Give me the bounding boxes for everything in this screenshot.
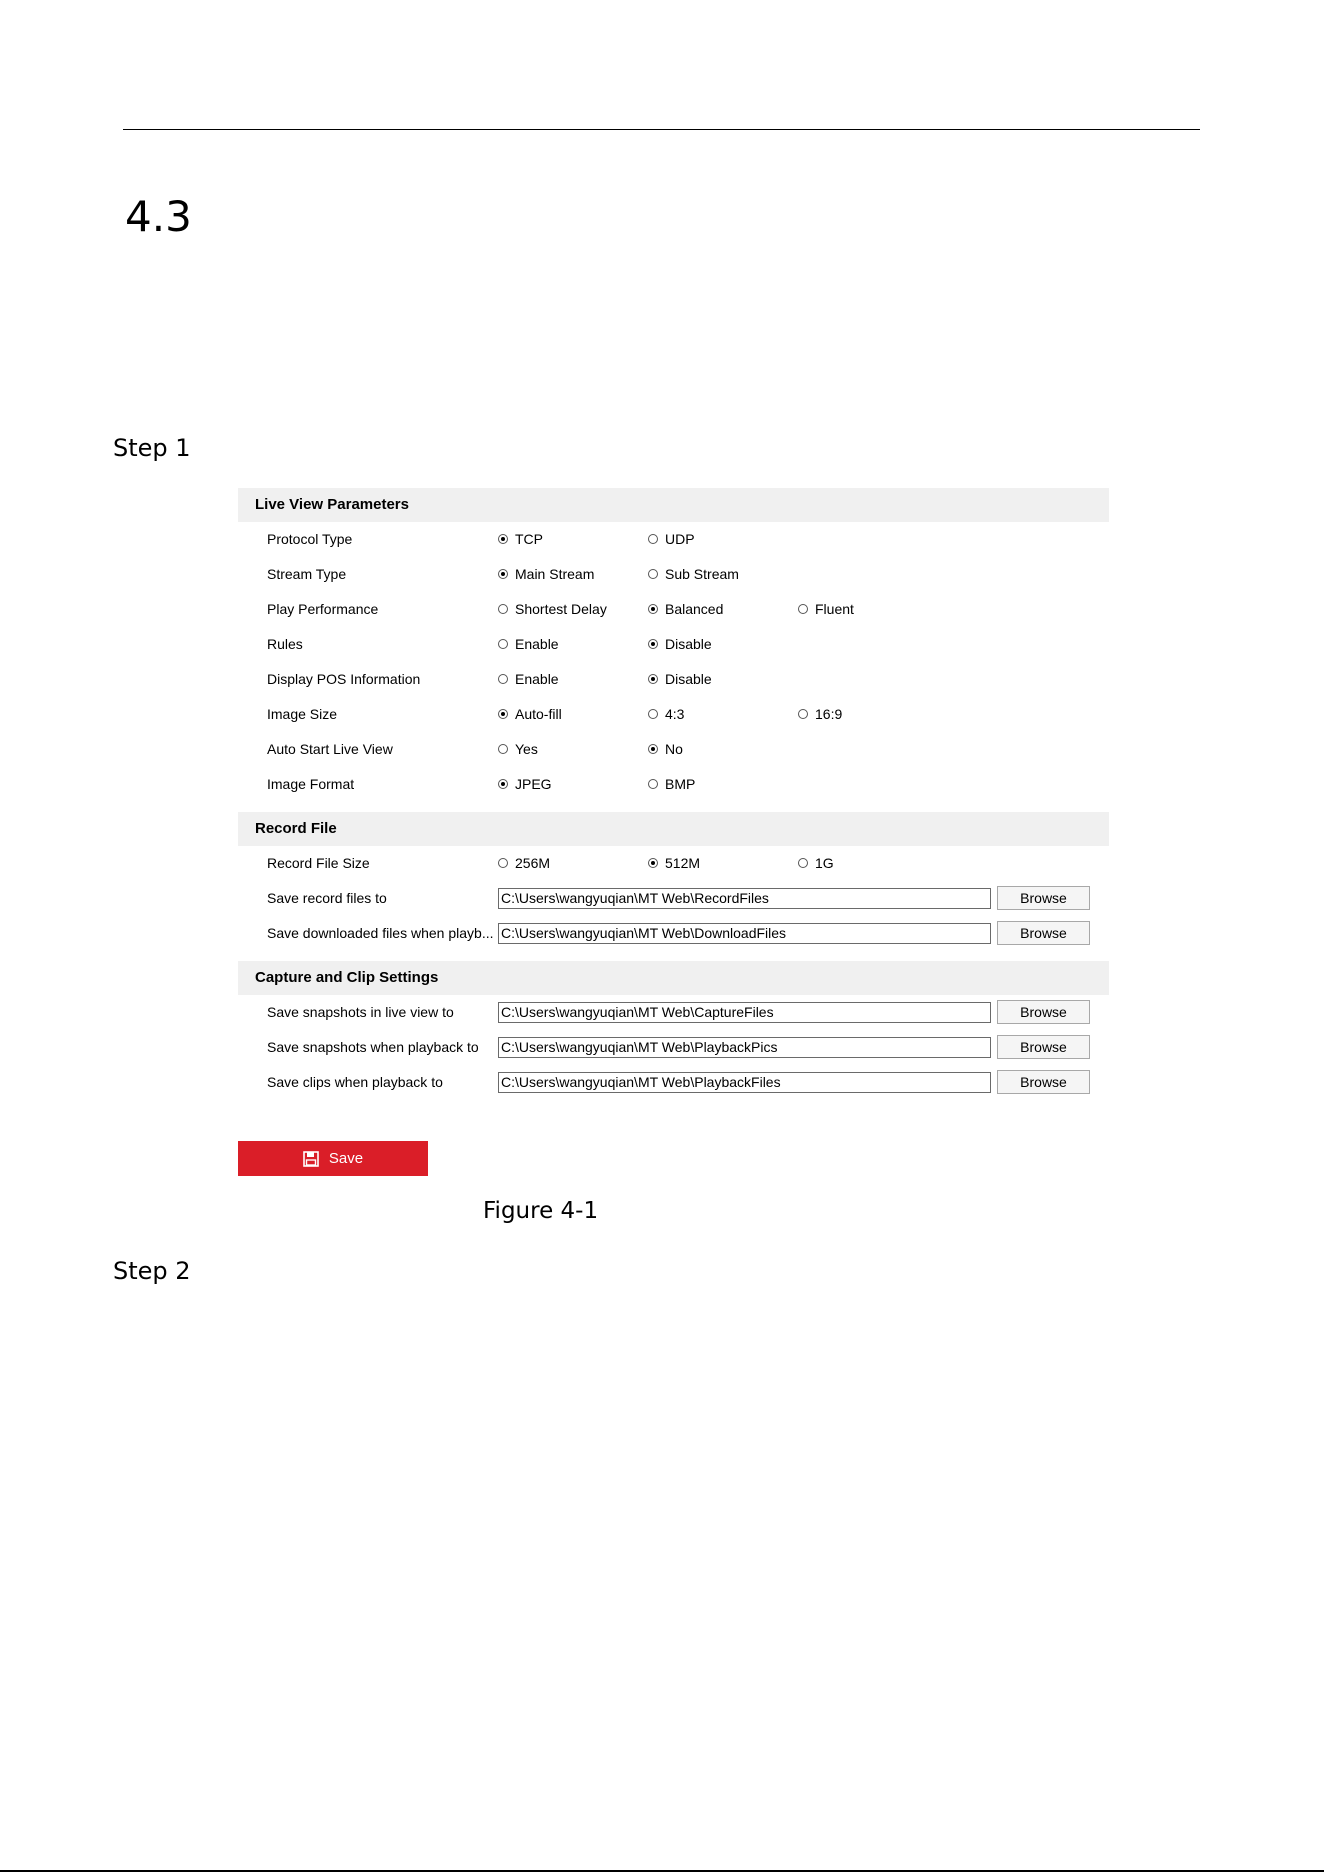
radio-fluent[interactable]: Fluent [798,601,854,617]
radio-16-9[interactable]: 16:9 [798,706,842,722]
radio-selected-icon [648,858,658,868]
radio-sub-stream[interactable]: Sub Stream [648,566,739,582]
row-play-performance [238,592,1109,627]
section-header-live-view: Live View Parameters [238,488,1109,522]
row-label: Save record files to [267,890,387,906]
radio-256m[interactable]: 256M [498,855,550,871]
save-button[interactable] [238,1141,428,1176]
browse-button[interactable]: Browse [997,1070,1090,1094]
radio-1g[interactable]: 1G [798,855,834,871]
figure-caption: Figure 4-1 [483,1198,599,1224]
row-label: Protocol Type [267,531,353,547]
radio-jpeg[interactable]: JPEG [498,776,552,792]
browse-button[interactable]: Browse [997,1035,1090,1059]
radio-selected-icon [648,639,658,649]
header-rule [123,129,1200,130]
radio-selected-icon [648,604,658,614]
capture-files-path-input[interactable]: C:\Users\wangyuqian\MT Web\CaptureFiles [498,1002,991,1023]
radio-shortest-delay[interactable]: Shortest Delay [498,601,607,617]
radio-empty-icon [498,674,508,684]
radio-512m[interactable]: 512M [648,855,700,871]
row-auto-start-live-view [238,732,1109,767]
row-save-snapshots-live [238,995,1109,1030]
step-1-label: Step 1 [113,434,191,462]
radio-empty-icon [498,604,508,614]
radio-auto-fill[interactable]: Auto-fill [498,706,562,722]
radio-empty-icon [648,534,658,544]
radio-tcp[interactable]: TCP [498,531,543,547]
radio-selected-icon [498,709,508,719]
settings-panel [238,488,1109,1100]
row-protocol-type [238,522,1109,557]
row-label: Save clips when playback to [267,1074,443,1090]
browse-button[interactable]: Browse [997,921,1090,945]
radio-pos-enable[interactable]: Enable [498,671,559,687]
radio-rules-enable[interactable]: Enable [498,636,559,652]
playback-pics-path-input[interactable]: C:\Users\wangyuqian\MT Web\PlaybackPics [498,1037,991,1058]
row-label: Play Performance [267,601,379,617]
row-save-snapshots-playback [238,1030,1109,1065]
section-heading: 4.3 [125,192,192,241]
row-stream-type [238,557,1109,592]
save-button-label: Save [328,1150,364,1167]
section-header-capture: Capture and Clip Settings [238,961,1109,995]
radio-empty-icon [798,709,808,719]
browse-button[interactable]: Browse [997,886,1090,910]
radio-selected-icon [498,569,508,579]
radio-bmp[interactable]: BMP [648,776,695,792]
row-save-clips-playback [238,1065,1109,1100]
radio-empty-icon [798,858,808,868]
row-label: Image Format [267,776,355,792]
radio-pos-disable[interactable]: Disable [648,671,712,687]
floppy-disk-icon [303,1151,319,1167]
radio-rules-disable[interactable]: Disable [648,636,712,652]
radio-selected-icon [648,744,658,754]
row-record-file-size [238,846,1109,881]
radio-selected-icon [498,534,508,544]
downloaded-files-path-input[interactable]: C:\Users\wangyuqian\MT Web\DownloadFiles [498,923,991,944]
radio-balanced[interactable]: Balanced [648,601,723,617]
playback-files-path-input[interactable]: C:\Users\wangyuqian\MT Web\PlaybackFiles [498,1072,991,1093]
radio-empty-icon [648,779,658,789]
row-save-downloaded-files [238,916,1109,951]
record-files-path-input[interactable]: C:\Users\wangyuqian\MT Web\RecordFiles [498,888,991,909]
radio-empty-icon [648,709,658,719]
row-image-size [238,697,1109,732]
radio-selected-icon [648,674,658,684]
radio-main-stream[interactable]: Main Stream [498,566,594,582]
row-label: Image Size [267,706,338,722]
row-rules [238,627,1109,662]
row-display-pos [238,662,1109,697]
row-label: Save snapshots when playback to [267,1039,479,1055]
browse-button[interactable]: Browse [997,1000,1090,1024]
row-image-format [238,767,1109,802]
row-label: Rules [267,636,303,652]
row-label: Display POS Information [267,671,421,687]
row-label: Auto Start Live View [267,741,393,757]
radio-empty-icon [498,744,508,754]
radio-empty-icon [498,858,508,868]
radio-auto-start-no[interactable]: No [648,741,683,757]
row-label: Stream Type [267,566,347,582]
row-label: Save downloaded files when playb... [267,925,494,941]
radio-empty-icon [798,604,808,614]
row-label: Record File Size [267,855,370,871]
section-header-record-file: Record File [238,812,1109,846]
row-label: Save snapshots in live view to [267,1004,454,1020]
radio-selected-icon [498,779,508,789]
radio-udp[interactable]: UDP [648,531,695,547]
radio-4-3[interactable]: 4:3 [648,706,684,722]
radio-auto-start-yes[interactable]: Yes [498,741,538,757]
row-save-record-files [238,881,1109,916]
radio-empty-icon [648,569,658,579]
step-2-label: Step 2 [113,1257,191,1285]
radio-empty-icon [498,639,508,649]
